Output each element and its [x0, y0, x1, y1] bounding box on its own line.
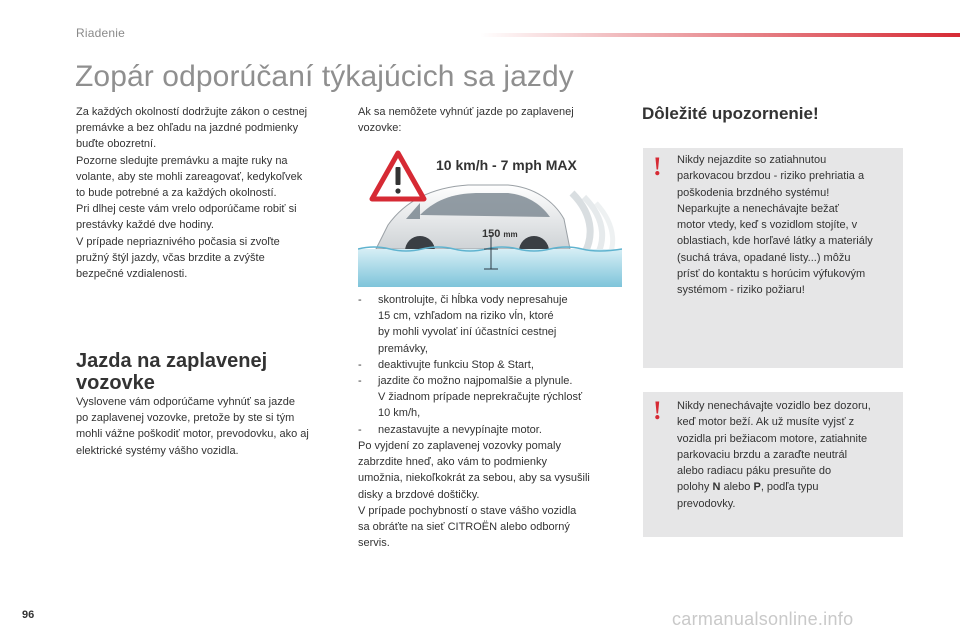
- text-line: elektrické systémy vášho vozidla.: [76, 444, 239, 457]
- text-line: zabrzdite hneď, ako vám to podmienky: [358, 456, 547, 469]
- list-dash: -: [358, 294, 362, 306]
- text-line: servis.: [358, 537, 390, 550]
- text-line: oblastiach, kde horľavé látky a materiály: [677, 235, 873, 248]
- list-dash: -: [358, 358, 362, 371]
- text-line: volante, aby ste mohli zareagovať, kedykoľvek: [76, 170, 303, 183]
- flood-heading: [76, 350, 326, 394]
- text-line: Vyslovene vám odporúčame vyhnúť sa jazde: [76, 396, 295, 408]
- text-line: Pri dlhej ceste vám vrelo odporúčame robiť si: [76, 203, 297, 216]
- text-line: (suchá tráva, opadané listy...) môžu: [677, 251, 851, 264]
- list-item: [358, 422, 624, 438]
- text-line: prestávky každé dve hodiny.: [76, 219, 214, 232]
- text-line: premávky,: [378, 342, 428, 355]
- text-line: alebo radiacu páku presuňte do: [677, 465, 832, 478]
- text-line: Pozorne sledujte premávku a majte ruky na: [76, 154, 288, 167]
- text-line: poškodenia brzdného systému!: [677, 186, 830, 199]
- header-accent-rule: [480, 33, 960, 37]
- heading-line: Jazda na zaplavenej: [76, 350, 268, 372]
- list-dash: -: [358, 375, 362, 388]
- text-line: [677, 479, 899, 495]
- text-line: vozovke:: [358, 122, 402, 135]
- warning-box-unattended: [643, 392, 903, 537]
- text-line: skontrolujte, či hĺbka vody nepresahuje: [378, 294, 568, 306]
- text-line: prísť do kontaktu s horúcim výfukovým: [677, 268, 866, 281]
- text-line: prevodovky.: [677, 497, 736, 510]
- flood-paragraph: [76, 394, 346, 459]
- text-line: jazdite čo možno najpomalšie a plynule.: [378, 375, 573, 388]
- text-line: premávke a bez ohľadu na jazdné podmienky: [76, 122, 299, 135]
- text-line: V žiadnom prípade neprekračujte rýchlosť: [378, 391, 583, 404]
- warning-box-parking-brake: [643, 148, 903, 368]
- text-line: Neparkujte a nenechávajte bežať: [677, 202, 839, 215]
- flood-intro: [358, 104, 620, 136]
- warning-heading: Dôležité upozornenie!: [642, 104, 819, 123]
- heading-line: vozovke: [76, 372, 155, 394]
- text-line: parkovacou brzdou - riziko prehriatia a: [677, 170, 865, 183]
- depth-unit: mm: [503, 230, 518, 239]
- list-item: [358, 373, 624, 422]
- warning-text: [677, 152, 899, 299]
- gear-n-label: N: [712, 481, 721, 494]
- text-line: pružný štýl jazdy, včas brzdite a zvýšte: [76, 251, 265, 264]
- intro-paragraph: [76, 104, 344, 282]
- text-line: Po vyjdení zo zaplavenej vozovky pomaly: [358, 440, 561, 452]
- section-label: Riadenie: [76, 26, 125, 40]
- exclamation-icon: !: [653, 152, 662, 181]
- exclamation-icon: !: [653, 396, 662, 425]
- text-line: 10 km/h,: [378, 407, 421, 420]
- text-line: sa obráťte na sieť CITROËN alebo odborný: [358, 521, 570, 534]
- text-line: nezastavujte a nevypínajte motor.: [378, 423, 542, 436]
- text-line: buďte obozretní.: [76, 138, 157, 151]
- text-fragment: polohy: [677, 481, 713, 494]
- flooded-road-illustration: [358, 145, 622, 287]
- text-line: po zaplavenej vozovke, pretože by ste si tým: [76, 412, 295, 425]
- speed-limit-label: 10 km/h - 7 mph MAX: [436, 157, 577, 173]
- text-line: bezpečné vzdialenosti.: [76, 268, 188, 281]
- text-line: keď motor beží. Ak už musíte vyjsť z: [677, 416, 855, 429]
- list-item: [358, 357, 624, 373]
- text-fragment: alebo: [720, 481, 754, 494]
- text-line: Nikdy nenechávajte vozidlo bez dozoru,: [677, 400, 871, 412]
- text-line: motor vtedy, keď s vozidlom stojíte, v: [677, 219, 858, 232]
- page-title: Zopár odporúčaní týkajúcich sa jazdy: [75, 60, 574, 93]
- text-line: vozidla pri bežiacom motore, zatiahnite: [677, 432, 868, 445]
- depth-value: 150: [482, 228, 501, 240]
- text-line: by mohli vyvolať iní účastníci cestnej: [378, 326, 557, 339]
- flood-checklist: [358, 292, 624, 438]
- text-line: Za každých okolností dodržujte zákon o cestnej: [76, 106, 308, 118]
- text-line: Nikdy nejazdite so zatiahnutou: [677, 154, 827, 166]
- text-line: V prípade pochybností o stave vášho vozidla: [358, 504, 577, 517]
- text-line: umožnia, niekoľkokrát za sebou, aby sa vysušili: [358, 472, 590, 485]
- watermark: carmanualsonline.info: [672, 609, 854, 629]
- depth-label: [482, 228, 518, 240]
- text-fragment: , podľa typu: [760, 481, 819, 494]
- text-line: mohli vážne poškodiť motor, prevodovku, ako aj: [76, 428, 309, 441]
- page-number: 96: [22, 609, 35, 621]
- text-line: systémom - riziko požiaru!: [677, 284, 805, 297]
- text-line: Ak sa nemôžete vyhnúť jazde po zaplavenej: [358, 106, 574, 118]
- text-line: parkovaciu brzdu a zaraďte neutrál: [677, 448, 848, 461]
- warning-text: [677, 398, 899, 512]
- text-line: to bude potrebné a za každých okolností.: [76, 187, 277, 200]
- list-item: [358, 292, 624, 357]
- text-line: 15 cm, vzhľadom na riziko vĺn, ktoré: [378, 310, 554, 323]
- text-line: deaktivujte funkciu Stop & Start,: [378, 358, 534, 371]
- gear-p-label: P: [753, 481, 761, 494]
- text-line: disky a brzdové doštičky.: [358, 488, 480, 501]
- list-dash: -: [358, 423, 362, 436]
- after-flood-paragraph: [358, 438, 624, 551]
- text-line: V prípade nepriaznivého počasia si zvoľte: [76, 235, 280, 248]
